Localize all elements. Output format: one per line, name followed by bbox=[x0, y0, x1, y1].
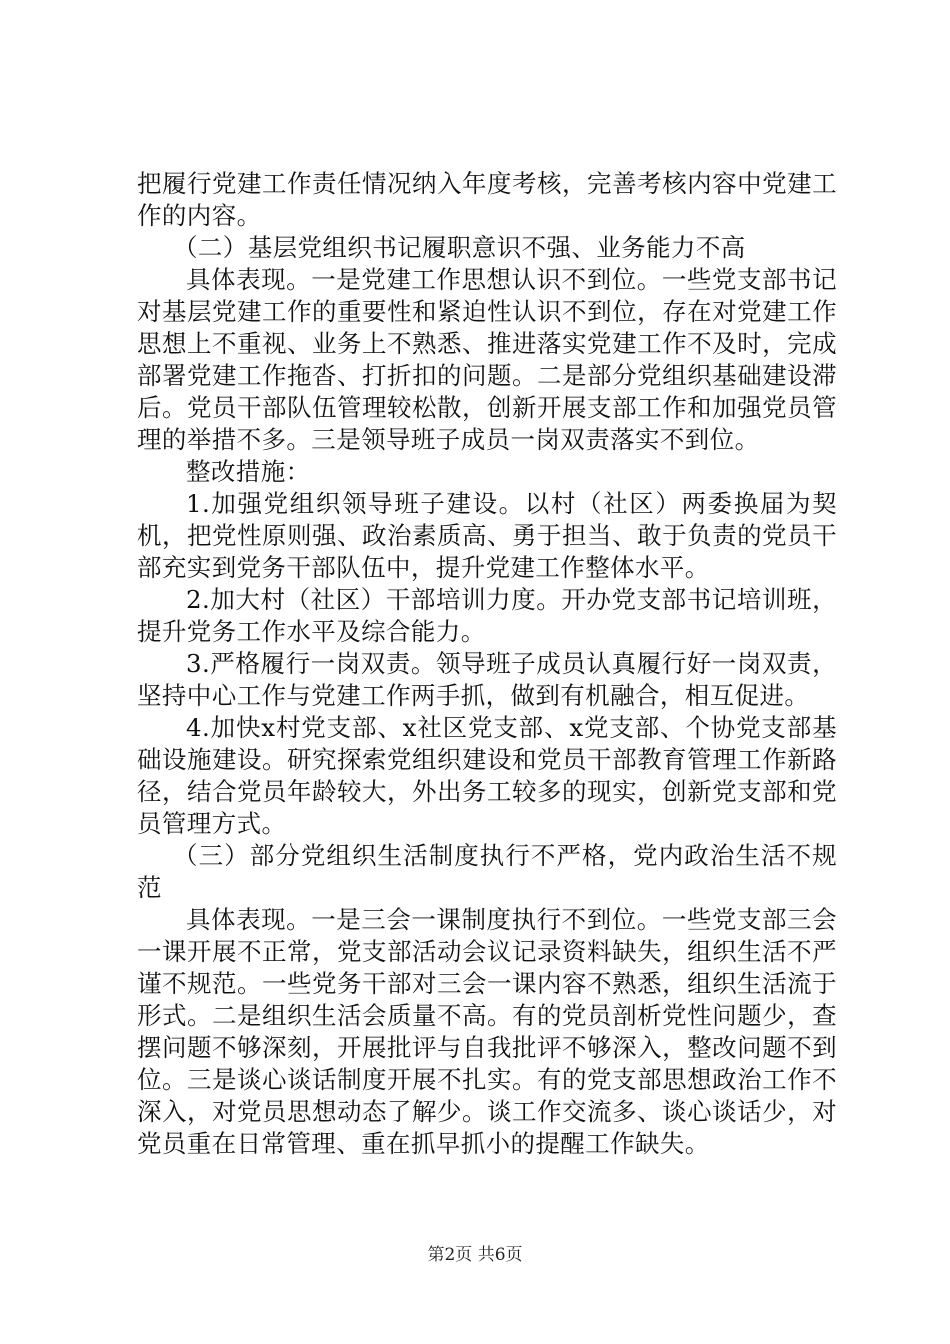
document-body bbox=[137, 168, 837, 1160]
paragraph-measures-label: 整改措施： bbox=[186, 457, 311, 486]
paragraph-measure-2: 2.加大村（社区）干部培训力度。开办党支部书记培训班，提升党务工作水平及综合能力。 bbox=[137, 585, 837, 646]
paragraph-measure-1: 1.加强党组织领导班子建设。以村（社区）两委换届为契机，把党性原则强、政治素质高、勇于担当、敢于负责的党员干部充实到党务干部队伍中，提升党建工作整体水平。 bbox=[137, 489, 837, 582]
page-number-footer: 第2页 共6页 bbox=[427, 1245, 523, 1265]
paragraph-measure-4: 4.加快x村党支部、x社区党支部、x党支部、个协党支部基础设施建设。研究探索党组织建设和党员干部教育管理工作新路径，结合党员年龄较大，外出务工较多的现实，创新党支部和党员管理方式。 bbox=[137, 713, 837, 838]
section-heading-2: （二）基层党组织书记履职意识不强、业务能力不高 bbox=[173, 233, 746, 262]
paragraph-measure-3: 3.严格履行一岗双责。领导班子成员认真履行好一岗双责，坚持中心工作与党建工作两手抓，做到有机融合，相互促进。 bbox=[137, 649, 837, 710]
paragraph-manifestation-2: 具体表现。一是党建工作思想认识不到位。一些党支部书记对基层党建工作的重要性和紧迫性认识不到位，存在对党建工作思想上不重视、业务上不熟悉、推进落实党建工作不及时，完成部署党建工作拖沓、打折扣的问题。二是部分党组织基础建设滞后。党员干部队伍管理较松散，创新开展支部工作和加强党员管理的举措不多。三是领导班子成员一岗双责落实不到位。 bbox=[137, 265, 837, 454]
section-heading-3: （三）部分党组织生活制度执行不严格，党内政治生活不规范 bbox=[137, 841, 837, 902]
paragraph-continuation: 把履行党建工作责任情况纳入年度考核，完善考核内容中党建工作的内容。 bbox=[137, 169, 837, 230]
paragraph-manifestation-3: 具体表现。一是三会一课制度执行不到位。一些党支部三会一课开展不正常，党支部活动会议记录资料缺失，组织生活不严谨不规范。一些党务干部对三会一课内容不熟悉，组织生活流于形式。二是组织生活会质量不高。有的党员剖析党性问题少，查摆问题不够深刻，开展批评与自我批评不够深入，整改问题不到位。三是谈心谈话制度开展不扎实。有的党支部思想政治工作不深入，对党员思想动态了解少。谈工作交流多、谈心谈话少，对党员重在日常管理、重在抓早抓小的提醒工作缺失。 bbox=[137, 905, 837, 1158]
